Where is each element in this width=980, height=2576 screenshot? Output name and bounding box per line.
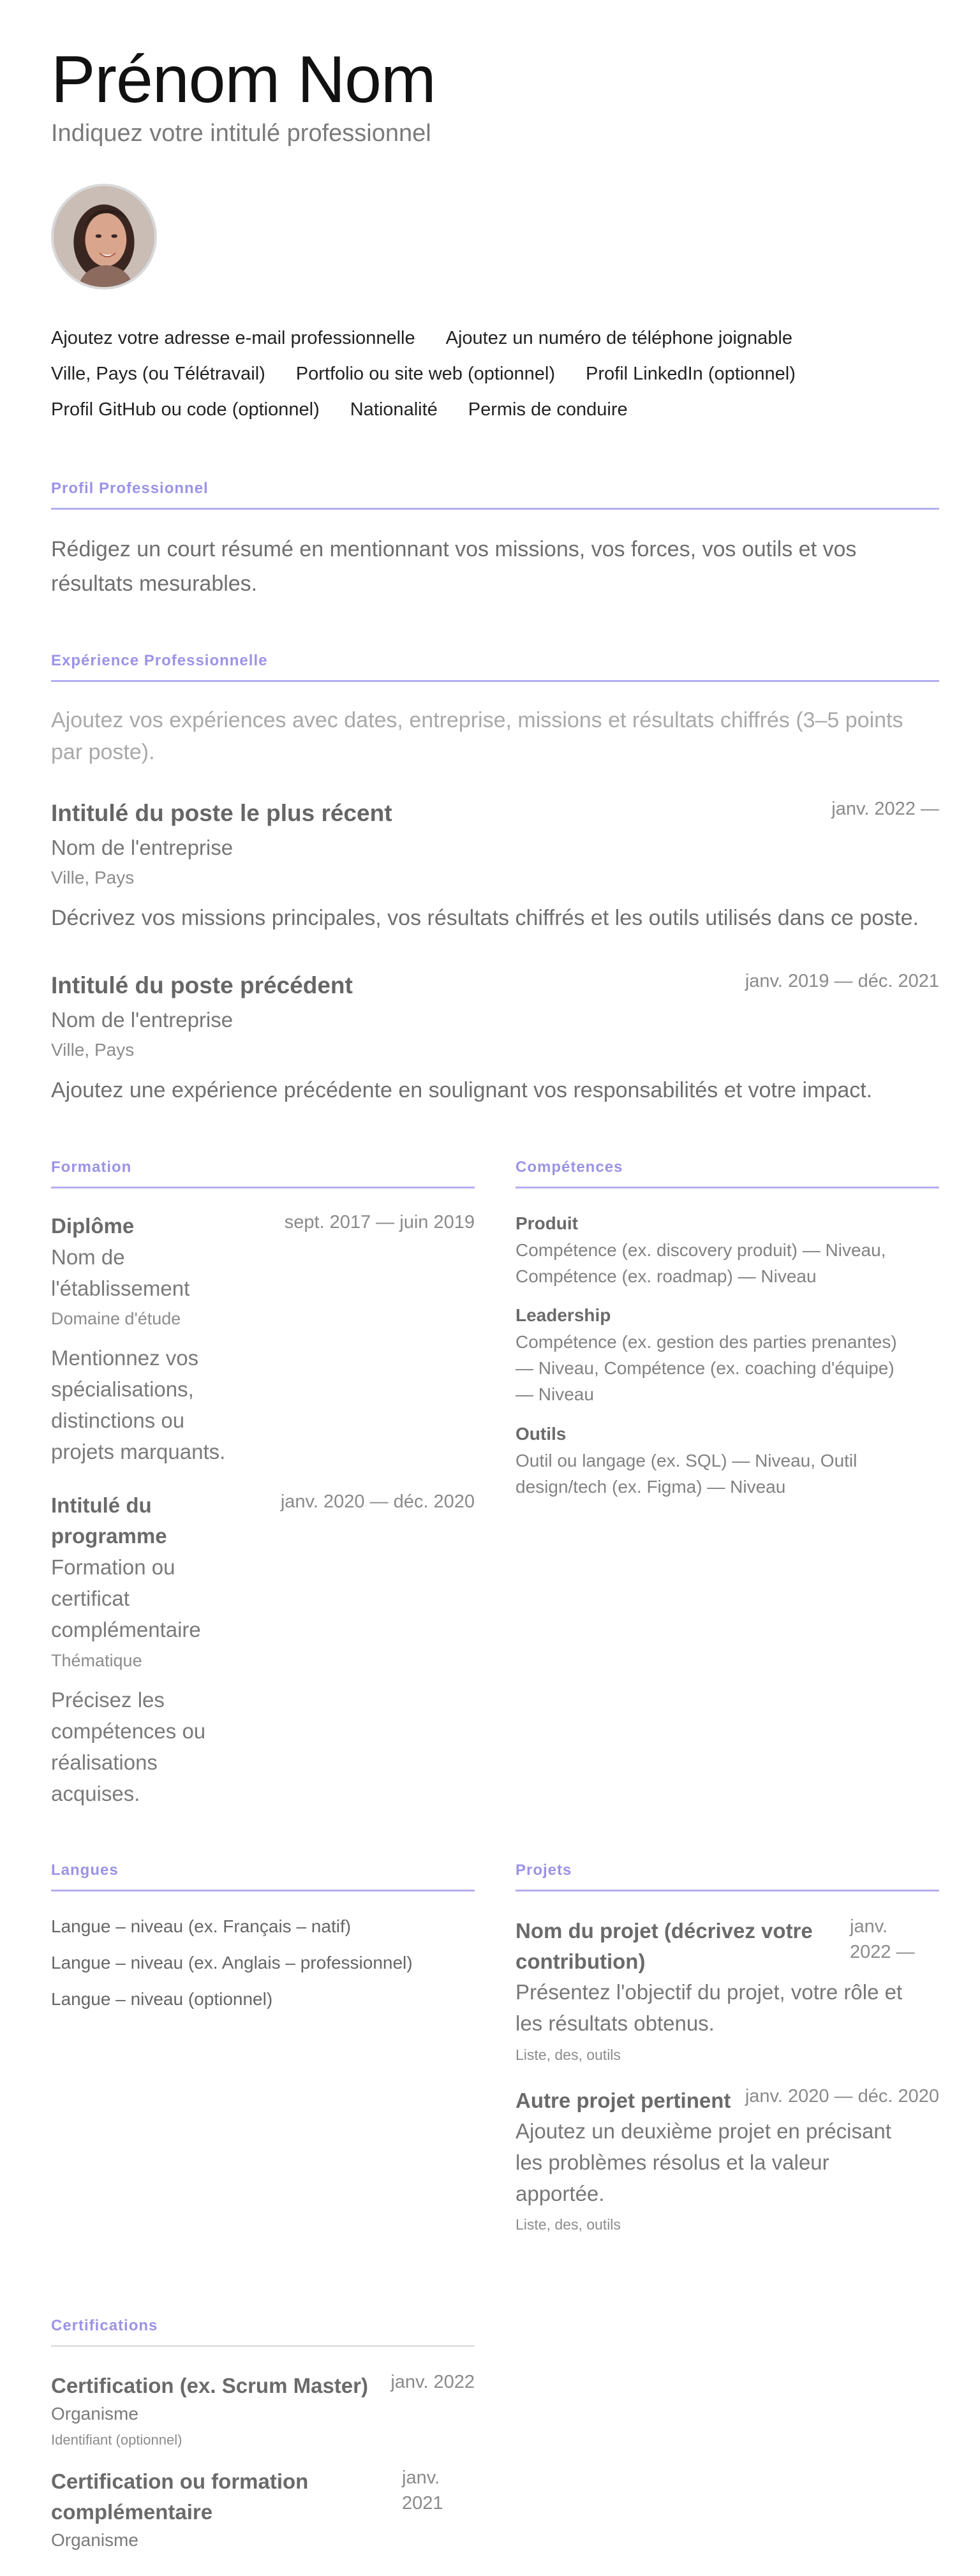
education-description: compétences ou <box>51 1719 206 1743</box>
job-location: Ville, Pays <box>51 1040 135 1060</box>
contact-row <box>51 356 939 392</box>
contact-location: Ville, Pays (ou Télétravail) <box>51 363 265 384</box>
job-company: Nom de l'entreprise <box>51 836 234 859</box>
project-title: Nom du projet (décrivez votre <box>516 1919 813 1943</box>
candidate-name: Prénom Nom <box>51 43 436 117</box>
section-heading-skills: Compétences <box>516 1158 623 1176</box>
section-divider <box>516 1187 939 1188</box>
certification-date: janv. 2022 <box>390 2372 475 2392</box>
education-dates: janv. 2020 — déc. 2020 <box>280 1492 475 1512</box>
job-title-headline: Indiquez votre intitulé professionnel <box>51 120 431 147</box>
certification-date: 2021 <box>402 2493 443 2513</box>
field-of-study: Thématique <box>51 1651 142 1670</box>
skill-line: Compétence (ex. roadmap) — Niveau <box>516 1266 817 1286</box>
job-location: Ville, Pays <box>51 868 135 887</box>
education-description: réalisations <box>51 1751 158 1774</box>
contact-github[interactable]: Profil GitHub ou code (optionnel) <box>51 399 320 420</box>
section-heading-profile: Profil Professionnel <box>51 480 209 497</box>
project-description: apportée. <box>516 2182 605 2205</box>
project-dates: janv. <box>850 1916 888 1937</box>
skill-line: design/tech (ex. Figma) — Niveau <box>516 1477 786 1497</box>
certification-organization: Organisme <box>51 2404 138 2424</box>
section-divider <box>51 1890 475 1891</box>
skill-category: Outils <box>516 1424 567 1444</box>
section-heading-projects: Projets <box>516 1862 572 1879</box>
certification-title: Certification ou formation <box>51 2469 309 2493</box>
profile-summary: Rédigez un court résumé en mentionnant vos missions, vos forces, vos outils et vos résultats mesurables. <box>51 537 857 596</box>
certification-title: complémentaire <box>51 2500 213 2524</box>
certification-organization: Organisme <box>51 2530 138 2550</box>
job-company: Nom de l'entreprise <box>51 1008 234 1032</box>
certification-title: Certification (ex. Scrum Master) <box>51 2374 368 2397</box>
school-name: Formation ou <box>51 1555 175 1579</box>
school-name: certificat <box>51 1587 130 1610</box>
job-description: Décrivez vos missions principales, vos résultats chiffrés et les outils utilisés dans ce poste. <box>51 906 919 930</box>
section-divider <box>516 1890 939 1891</box>
section-divider <box>51 1187 475 1188</box>
skill-category: Produit <box>516 1213 578 1233</box>
education-description: spécialisations, <box>51 1377 194 1401</box>
experience-hint: Ajoutez vos expériences avec dates, entreprise, missions et résultats chiffrés (3–5 points par poste). <box>51 708 903 764</box>
section-divider <box>51 2345 475 2347</box>
contact-license: Permis de conduire <box>468 399 628 420</box>
project-tools: Liste, des, outils <box>516 2047 621 2063</box>
field-of-study: Domaine d'étude <box>51 1309 181 1328</box>
project-tools: Liste, des, outils <box>516 2216 621 2233</box>
contact-phone[interactable]: Ajoutez un numéro de téléphone joignable <box>445 327 792 348</box>
skill-line: — Niveau, Compétence (ex. coaching d'équipe) <box>516 1358 895 1378</box>
section-divider <box>51 508 939 510</box>
language-item: Langue – niveau (ex. Anglais – professionnel) <box>51 1953 413 1973</box>
contact-row <box>51 392 939 427</box>
project-title: contribution) <box>516 1950 646 1973</box>
school-name: complémentaire <box>51 1618 201 1641</box>
project-description: les problèmes résolus et la valeur <box>516 2150 829 2174</box>
project-description: Présentez l'objectif du projet, votre rôle et <box>516 1980 903 2004</box>
project-dates: janv. 2020 — déc. 2020 <box>745 2086 939 2106</box>
job-title: Intitulé du poste le plus récent <box>51 800 392 826</box>
education-description: projets marquants. <box>51 1440 226 1463</box>
program-title: Intitulé du <box>51 1493 152 1517</box>
project-title: Autre projet pertinent <box>516 2089 731 2112</box>
job-dates: janv. 2022 — <box>831 799 939 819</box>
job-description: Ajoutez une expérience précédente en soulignant vos responsabilités et votre impact. <box>51 1078 873 1102</box>
language-item: Langue – niveau (ex. Français – natif) <box>51 1916 352 1936</box>
skill-line: Compétence (ex. discovery produit) — Niveau, <box>516 1240 886 1260</box>
contact-info <box>51 320 939 427</box>
program-title: programme <box>51 1524 167 1548</box>
degree-title: Diplôme <box>51 1214 135 1238</box>
education-dates: sept. 2017 — juin 2019 <box>284 1212 475 1232</box>
contact-portfolio[interactable]: Portfolio ou site web (optionnel) <box>295 363 556 384</box>
skill-category: Leadership <box>516 1305 611 1325</box>
skill-line: Compétence (ex. gestion des parties prenantes) <box>516 1332 897 1352</box>
skill-line: Outil ou langage (ex. SQL) — Niveau, Outil <box>516 1451 858 1470</box>
certification-date: janv. <box>402 2468 440 2488</box>
section-heading-certifications: Certifications <box>51 2317 158 2334</box>
project-dates: 2022 — <box>850 1942 915 1962</box>
education-description: Mentionnez vos <box>51 1346 199 1370</box>
education-description: acquises. <box>51 1782 140 1805</box>
certification-id: Identifiant (optionnel) <box>51 2432 182 2448</box>
school-name: Nom de <box>51 1245 125 1269</box>
section-divider <box>51 680 939 682</box>
project-description: Ajoutez un deuxième projet en précisant <box>516 2119 891 2143</box>
avatar-photo <box>54 186 154 287</box>
contact-linkedin[interactable]: Profil LinkedIn (optionnel) <box>586 363 796 384</box>
school-name: l'établissement <box>51 1277 190 1300</box>
section-heading-languages: Langues <box>51 1862 119 1879</box>
language-item: Langue – niveau (optionnel) <box>51 1989 273 2009</box>
contact-email[interactable]: Ajoutez votre adresse e-mail professionnelle <box>51 327 415 348</box>
contact-row <box>51 320 939 356</box>
skill-line: — Niveau <box>516 1384 594 1404</box>
avatar <box>51 184 157 290</box>
job-title: Intitulé du poste précédent <box>51 972 353 998</box>
education-description: distinctions ou <box>51 1409 185 1432</box>
section-heading-experience: Expérience Professionnelle <box>51 652 268 669</box>
section-heading-education: Formation <box>51 1158 132 1176</box>
job-dates: janv. 2019 — déc. 2021 <box>745 971 939 991</box>
project-description: les résultats obtenus. <box>516 2011 715 2035</box>
education-description: Précisez les <box>51 1688 165 1712</box>
contact-nationality: Nationalité <box>350 399 438 420</box>
